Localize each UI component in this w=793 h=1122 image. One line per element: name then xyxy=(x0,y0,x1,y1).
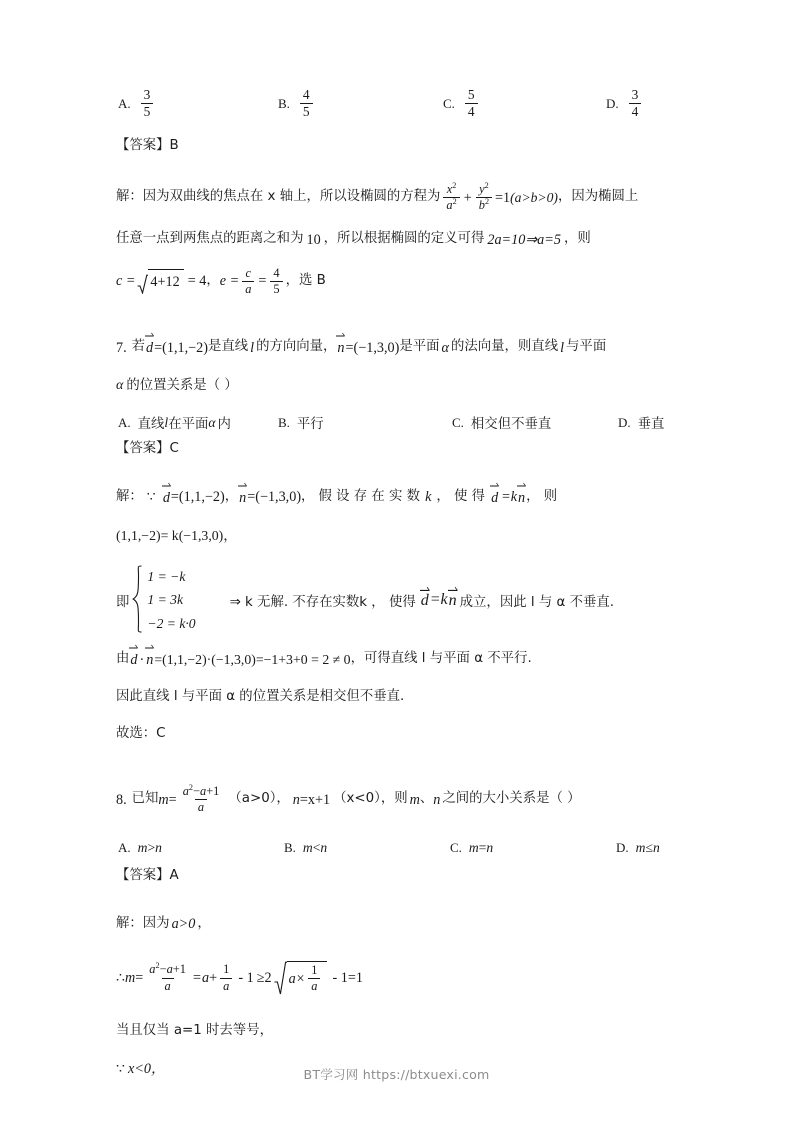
equals-sign: = xyxy=(258,273,267,290)
fraction-numerator: c xyxy=(245,265,252,280)
vector-symbol: n xyxy=(239,489,247,506)
q7-solution-dot-product-line xyxy=(116,648,678,671)
q7-option-b[interactable] xyxy=(278,413,324,432)
q7-stem-line-2 xyxy=(116,375,678,397)
q7-solution-line-2: (1,1,−2)= k(−1,3,0)， xyxy=(116,527,238,543)
system-row-2: 1 = 3k xyxy=(147,592,183,608)
fraction-numerator: 4 xyxy=(302,87,310,102)
vector-d xyxy=(146,336,153,359)
fraction-denominator: 4 xyxy=(629,103,642,119)
fraction xyxy=(141,88,154,120)
q8-solution-line-2 xyxy=(116,961,678,995)
q7-alpha-2: α xyxy=(116,378,124,394)
q8-n-2: n xyxy=(433,791,441,808)
q7-option-a-text-pre: 直线 xyxy=(137,417,165,433)
left-curly-brace-icon xyxy=(132,565,143,633)
q8-m-2: m xyxy=(409,791,420,808)
q8-option-a-lhs: m xyxy=(137,840,148,856)
fraction xyxy=(300,88,313,120)
q6-line3-e: e = xyxy=(219,273,240,290)
q8-option-d-rhs: n xyxy=(652,840,660,856)
q8-option-b-lhs: m xyxy=(302,840,313,856)
q8-radicand-a: a× xyxy=(288,970,306,987)
q8-option-a-rhs: n xyxy=(155,840,162,856)
q6-solution-line-1 xyxy=(116,180,678,213)
q8-sol-a: a xyxy=(202,970,210,987)
q7-number: 7. xyxy=(116,339,127,356)
q7-dot-lead: 由 xyxy=(116,651,130,667)
vector-symbol: d xyxy=(146,340,154,357)
fraction-numerator: $x^2$ xyxy=(446,180,457,196)
vector-n xyxy=(337,336,344,359)
q7-stem-4: 是平面 xyxy=(399,339,440,355)
fraction-denominator: 5 xyxy=(141,103,154,119)
q7-option-b-text: 平行 xyxy=(296,417,324,433)
q8-option-c-label: C. xyxy=(450,840,462,856)
because-symbol: ∵ xyxy=(146,489,156,506)
q7-line-l-2: l xyxy=(560,339,565,356)
q7-option-a[interactable] xyxy=(118,413,231,432)
q8-answer-line: 【答案】A xyxy=(116,868,179,884)
q7-sol-n-value: =(−1,3,0) xyxy=(247,489,302,506)
q8-cond-2: （x<0），则 xyxy=(333,791,408,807)
equals-one: =1 xyxy=(495,189,511,206)
q7-alpha: α xyxy=(441,339,449,356)
radicand xyxy=(287,961,328,995)
fraction-c-a xyxy=(242,267,254,297)
q8-n: n xyxy=(292,791,300,808)
q6-solution-line-3 xyxy=(116,267,678,297)
fraction xyxy=(465,88,478,120)
vector-symbol: d xyxy=(491,489,499,506)
q8-options-row xyxy=(116,840,678,866)
q7-sys-tail-2: 成立，因此 l 与 α 不垂直. xyxy=(459,594,615,610)
q7-option-a-italic: l xyxy=(164,414,169,430)
q6-option-c[interactable] xyxy=(443,88,481,120)
q7-sol-text-1: 假 设 存 在 实 数 xyxy=(318,488,421,504)
q7-sys-tail-1: ⇒ k 无解. 不存在实数k ， 使得 xyxy=(229,594,416,610)
q6-option-c-value xyxy=(462,88,481,120)
q8-stem-pre: 已知 xyxy=(131,791,159,807)
comma: ， xyxy=(224,488,239,504)
fraction-denominator: a xyxy=(195,799,207,814)
radical-sign xyxy=(137,269,148,294)
q7-stem-line-1 xyxy=(116,336,678,359)
fraction-denominator: a xyxy=(162,978,174,993)
q8-sol-two: 2 xyxy=(264,970,272,987)
q6-line2-ten: 10 xyxy=(306,231,321,248)
q8-sol-x-condition: x<0， xyxy=(128,1061,166,1077)
vector-symbol: d xyxy=(130,652,138,669)
q6-option-b[interactable] xyxy=(278,88,316,120)
vector-symbol: n xyxy=(448,591,457,609)
fraction-denominator: 5 xyxy=(270,281,282,296)
fraction-m-expression xyxy=(146,963,189,993)
q7-option-c[interactable] xyxy=(452,413,551,432)
q7-d-value: =(1,1,−2) xyxy=(154,339,208,356)
footer-watermark: BT学习网 https://btxuexi.com xyxy=(303,1067,490,1082)
q6-option-d[interactable] xyxy=(606,88,644,120)
greater-equal-symbol: ≥ xyxy=(256,970,265,987)
q6-solution-lead: 解：因为双曲线的焦点在 x 轴上，所以设椭圆的方程为 xyxy=(116,189,441,205)
plus-sign: + xyxy=(463,189,472,206)
q8-option-b-label: B. xyxy=(284,840,296,856)
q8-option-d[interactable] xyxy=(616,840,660,856)
equals-sign-2: = xyxy=(192,970,201,987)
page-content xyxy=(116,88,678,1086)
vector-symbol: n xyxy=(146,652,154,669)
system-row-1: 1 = −k xyxy=(147,569,186,585)
vector-n-2 xyxy=(518,486,525,509)
fraction-denominator: $a^2$ xyxy=(443,197,459,212)
q8-sol-minus-one: - 1 xyxy=(238,970,254,987)
q6-option-d-value xyxy=(626,88,645,120)
square-root xyxy=(137,269,183,294)
q7-stem-1: 若 xyxy=(131,339,146,355)
square-root xyxy=(274,961,328,995)
q7-option-d-label: D. xyxy=(618,414,631,430)
because-symbol: ∵ xyxy=(116,1061,126,1077)
vector-symbol: d xyxy=(162,489,170,506)
fraction-denominator: a xyxy=(220,978,232,993)
q8-option-b-rhs: n xyxy=(320,840,328,856)
q7-choose-line: 故选：C xyxy=(116,725,166,741)
vector-symbol: d xyxy=(420,591,429,609)
q8-option-c[interactable] xyxy=(450,840,493,856)
q6-options-row xyxy=(116,88,678,134)
fraction-numerator: 3 xyxy=(631,87,639,102)
q6-option-a[interactable] xyxy=(118,88,156,120)
fraction-denominator: 4 xyxy=(465,103,478,119)
q7-sol-k: k xyxy=(425,489,432,506)
q6-line3-end: ，选 B xyxy=(285,273,326,289)
vector-d-2 xyxy=(491,486,498,509)
fraction-m-expression xyxy=(180,782,223,815)
q8-option-a-relation: > xyxy=(147,840,156,856)
q7-dot-expression: =(1,1,−2)·(−1,3,0)=−1+3+0 = 2 ≠ 0 xyxy=(154,651,351,667)
q7-option-a-label: A. xyxy=(118,414,131,430)
comma: ， xyxy=(206,273,220,289)
q7-option-c-label: C. xyxy=(452,414,464,430)
radical-sign xyxy=(274,961,287,995)
vector-d-3 xyxy=(421,591,429,610)
q8-option-b[interactable] xyxy=(284,840,327,856)
q7-dot-tail: ，可得直线 l 与平面 α 不平行. xyxy=(350,651,532,667)
equals-sign: = xyxy=(168,791,177,808)
q7-options-row xyxy=(116,413,678,439)
vector-n-3 xyxy=(449,591,457,610)
q8-solution-line-3: 当且仅当 a=1 时去等号， xyxy=(116,1023,273,1039)
q7-sol-text-2: ， 使 得 xyxy=(436,488,486,504)
q8-option-d-lhs: m xyxy=(635,840,646,856)
fraction-numerator: 3 xyxy=(143,87,151,102)
q7-line-l: l xyxy=(250,339,255,356)
q7-stem-5: 的法向量，则直线 xyxy=(450,339,559,355)
q7-stem-3: 的方向向量， xyxy=(256,339,337,355)
fraction-denominator: a xyxy=(308,978,320,993)
q8-option-c-rhs: n xyxy=(486,840,494,856)
q8-option-b-relation: < xyxy=(312,840,321,856)
plus-sign: + xyxy=(209,970,218,987)
fraction-numerator: 5 xyxy=(467,87,475,102)
system-rows xyxy=(147,565,195,635)
q7-option-c-text: 相交但不垂直 xyxy=(470,417,552,433)
q8-dun-mark: 、 xyxy=(419,791,434,807)
q7-option-a-text-post: 在平面 xyxy=(168,417,209,433)
q7-answer-line: 【答案】C xyxy=(116,441,179,457)
fraction-y2-b2 xyxy=(476,180,492,213)
q8-sol-m: m xyxy=(125,970,136,987)
dot-operator: · xyxy=(139,651,145,668)
q8-option-c-relation: = xyxy=(478,840,487,856)
fraction-1-a-inner xyxy=(308,964,320,994)
system-row-3: −2 = k·0 xyxy=(147,615,196,631)
vector-n-4 xyxy=(146,648,153,671)
q7-option-d-text: 垂直 xyxy=(637,417,665,433)
fraction-4-5 xyxy=(270,267,282,297)
q6-solution-line-2 xyxy=(116,229,678,251)
fraction-numerator: $a^2-a+1$ xyxy=(182,782,220,798)
q7-sol-text-3: ， 则 xyxy=(526,488,558,504)
q7-solution-line-1 xyxy=(116,486,678,509)
fraction xyxy=(629,88,642,120)
fraction-numerator: 4 xyxy=(273,265,280,280)
fraction-numerator: 1 xyxy=(311,962,318,977)
q7-option-a-text-end: 内 xyxy=(217,417,231,433)
q7-stem-2: 是直线 xyxy=(207,339,249,355)
q6-line3-equals-4: = 4 xyxy=(187,273,207,290)
q7-option-b-label: B. xyxy=(278,414,290,430)
q6-option-c-label: C. xyxy=(443,95,455,111)
q6-line3-c: c = xyxy=(116,273,136,290)
fraction-numerator: 1 xyxy=(223,962,230,977)
q8-option-a-label: A. xyxy=(118,840,131,856)
vector-n xyxy=(239,486,246,509)
fraction-denominator: a xyxy=(242,281,254,296)
system-lead-label: 即 xyxy=(116,594,130,610)
q8-m: m xyxy=(158,791,169,808)
q7-equation-system-row xyxy=(116,562,678,638)
fraction-denominator: 5 xyxy=(300,103,313,119)
equals-sign: = xyxy=(135,970,144,987)
vector-d xyxy=(163,486,170,509)
q7-option-d[interactable] xyxy=(618,413,664,432)
comma: ， xyxy=(301,488,315,504)
q8-stem-line xyxy=(116,782,678,815)
q7-option-a-alpha: α xyxy=(208,414,216,430)
q7-sol-eq-k: =k xyxy=(501,489,518,506)
q7-sys-eq-k: =k xyxy=(429,591,448,609)
q6-line2-end: ，则 xyxy=(563,231,591,247)
q8-n-equation: =x+1 xyxy=(299,791,331,808)
q6-option-b-value xyxy=(297,88,316,120)
q7-conclusion-line: 因此直线 l 与平面 α 的位置关系是相交但不垂直. xyxy=(116,689,405,705)
q6-solution-lead-tail: ，因为椭圆上 xyxy=(557,189,639,205)
fraction-denominator: $b^2$ xyxy=(476,197,492,212)
q7-sol-lead: 解： xyxy=(116,488,143,504)
q6-line2-equation: 2a=10⇒a=5 xyxy=(487,231,561,248)
q6-option-b-label: B. xyxy=(278,95,290,111)
q7-sol-d-value: =(1,1,−2) xyxy=(170,489,225,506)
q8-option-d-label: D. xyxy=(616,840,629,856)
vector-d-4 xyxy=(130,648,137,671)
q8-option-d-relation: ≤ xyxy=(645,840,653,856)
q6-answer-line: 【答案】B xyxy=(116,138,179,153)
q8-sol-a-condition: a>0 xyxy=(171,916,196,933)
q6-option-a-value xyxy=(138,88,157,120)
system-tail-text xyxy=(230,591,614,610)
vector-symbol: n xyxy=(337,340,345,357)
radicand: 4+12 xyxy=(148,269,183,294)
fraction-numerator: $y^2$ xyxy=(479,180,489,196)
vector-symbol: n xyxy=(518,489,526,506)
fraction-numerator: $a^2-a+1$ xyxy=(149,961,186,977)
fraction-x2-a2 xyxy=(443,180,459,213)
q8-sol-lead: 解：因为 xyxy=(116,915,170,931)
q6-option-a-label: A. xyxy=(118,95,131,111)
q6-line2-pre: 任意一点到两焦点的距离之和为 xyxy=(116,231,304,247)
q8-option-a[interactable] xyxy=(118,840,162,856)
q8-solution-line-1 xyxy=(116,913,678,935)
ellipse-condition: (a>b>0) xyxy=(510,190,558,206)
q7-stem-6: 与平面 xyxy=(566,339,607,355)
therefore-symbol: ∴ xyxy=(116,970,126,987)
q7-stem-line2-text: 的位置关系是（ ） xyxy=(126,377,238,393)
equation-system xyxy=(132,565,195,635)
q8-cond-1: （a>0）， xyxy=(228,791,290,807)
q6-option-d-label: D. xyxy=(606,95,619,111)
q8-sol-lead-end: ， xyxy=(197,915,211,931)
fraction-1-a xyxy=(220,963,232,993)
q6-line2-mid: ，所以根据椭圆的定义可得 xyxy=(323,231,485,247)
q8-sol-tail: - 1=1 xyxy=(332,970,363,987)
q7-n-value: =(−1,3,0) xyxy=(345,339,400,356)
q8-option-c-lhs: m xyxy=(468,840,479,856)
q8-number: 8. xyxy=(116,791,127,808)
q8-stem-tail: 之间的大小关系是（ ） xyxy=(442,791,581,807)
